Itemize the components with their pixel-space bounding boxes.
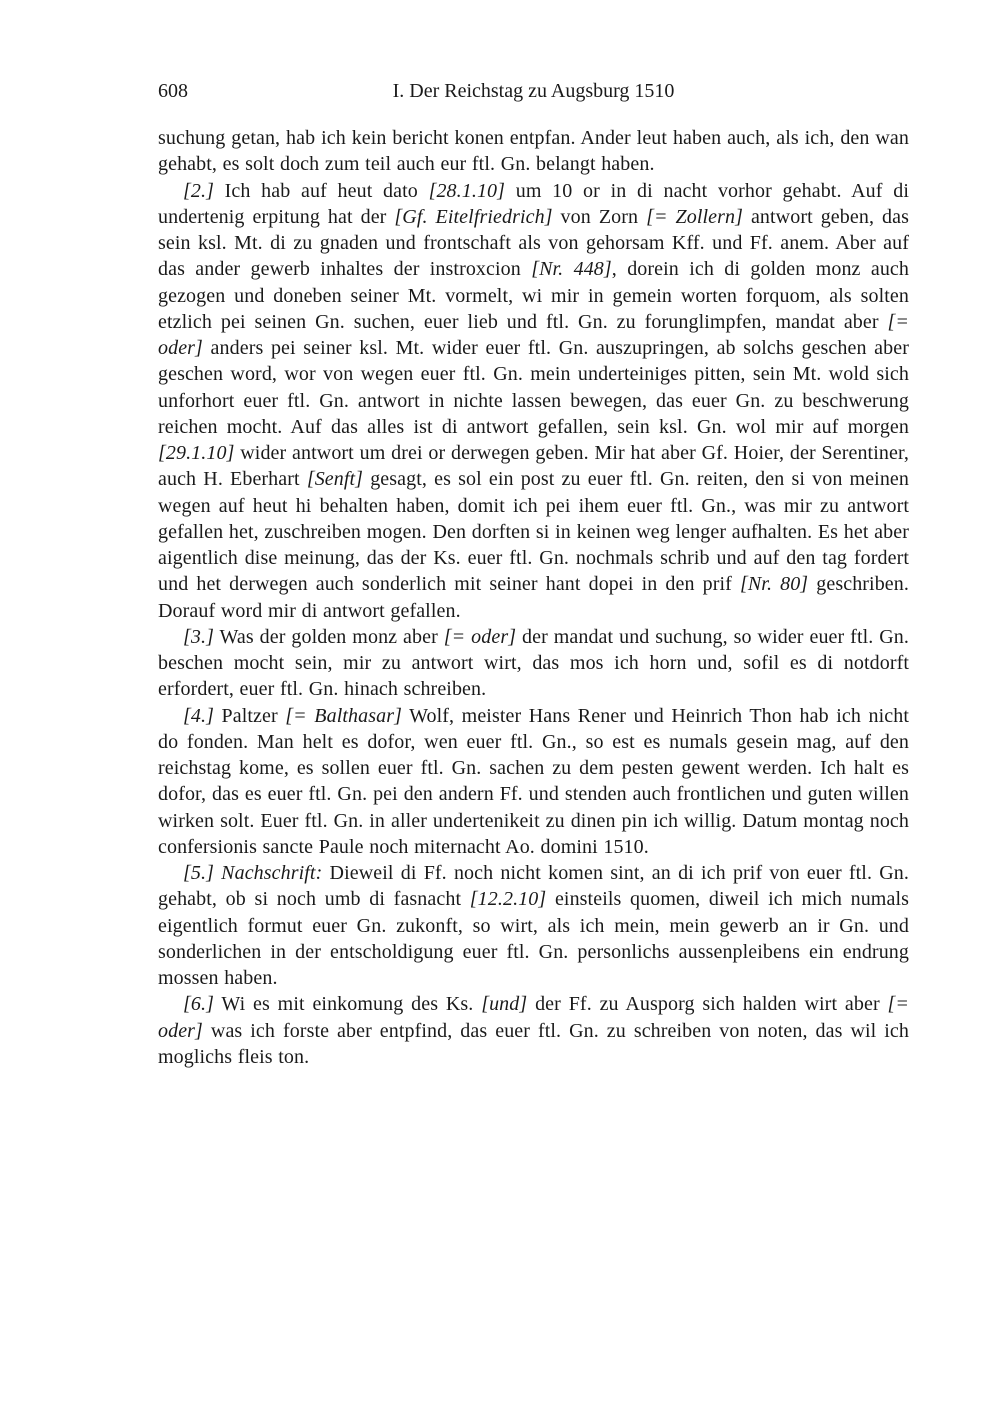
- body-text: gesagt, es sol ein post zu euer ftl. Gn. reiten, den si von meinen wegen auf heut hi behalten haben, domit ich pei ihem euer ftl. Gn., was mir zu antwort gefallen het, zuschreiben mogen. Den dorften si in keinen weg lenger aufhalten. Es het aber aigentlich dise meinung, das der Ks. euer ftl. Gn. nochmals schrib und auf den tag fordert und het derwegen auch sonderlich mit seiner hant dopei in den prif: [158, 468, 910, 596]
- running-head: [158, 79, 909, 103]
- body-text: von Zorn: [552, 205, 647, 228]
- body-text: Ich hab auf heut dato: [213, 179, 429, 202]
- text-block: [158, 79, 909, 1070]
- running-header-title: I. Der Reichstag zu Augsburg 1510: [392, 80, 675, 102]
- body-text: anders pei seiner ksl. Mt. wider euer ftl. Gn. auszupringen, ab solchs geschen aber geschen word, wor von wegen euer ftl. Gn. mein underteiniges pitten, sein Mt. wold sich unforhort euer ftl. Gn. antwort in nichte lassen bewegen, das euer Gn. zu beschwerung reichen mocht. Auf das alles ist di antwort gefallen, sein ksl. Gn. wol mir auf morgen: [158, 337, 909, 438]
- body-text: was ich forste aber entpfind, das euer ftl. Gn. zu schreiben von noten, das wil ich moglichs fleis ton.: [158, 1019, 909, 1068]
- editorial-italic-text: [= Balthasar]: [285, 704, 402, 727]
- body-text: der Ff. zu Ausporg sich halden wirt aber: [527, 993, 888, 1016]
- editorial-italic-text: [Nr. 80]: [739, 573, 809, 596]
- editorial-italic-text: [Senft]: [306, 468, 364, 491]
- editorial-italic-text: [= oder]: [443, 625, 517, 648]
- paragraph: [158, 125, 909, 178]
- body-text: Wi es mit einkomung des Ks.: [213, 993, 482, 1016]
- page-number: 608: [158, 80, 188, 102]
- editorial-italic-text: [und]: [481, 993, 528, 1016]
- body-text: Was der golden monz aber: [213, 625, 444, 648]
- body-text: geschriben. Dorauf word mir di antwort gefallen.: [158, 573, 909, 622]
- body-text: um 10 or in di nacht vorhor gehabt. Auf di undertenig erpitung hat der: [158, 179, 909, 228]
- body-text: , dorein ich di golden monz auch gezogen und doneben seiner Mt. vormelt, wi mir in gemein worten forquom, als solten etzlich pei seinen Gn. suchen, euer lieb und ftl. Gn. zu forunglimpfen, mandat aber: [158, 258, 909, 333]
- body-text: wider antwort um drei or derwegen geben. Mir hat aber Gf. Hoier, der Serentiner, auch H. Eberhart: [158, 442, 909, 491]
- editorial-italic-text: [4.]: [183, 704, 214, 727]
- editorial-italic-text: [29.1.10]: [158, 442, 235, 464]
- editorial-italic-text: [= Zollern]: [646, 205, 743, 228]
- body-text: der mandat und suchung, so wider euer ftl. Gn. beschen mocht sein, mir zu antwort wirt, das mos ich horn und, sofil es di notdorft erfordert, euer ftl. Gn. hinach schreiben.: [158, 625, 909, 701]
- paragraph: [158, 178, 909, 624]
- editorial-italic-text: [= oder]: [158, 993, 909, 1042]
- editorial-italic-text: [Nr. 448]: [531, 258, 612, 281]
- editorial-italic-text: [5.] Nachschrift:: [183, 862, 323, 884]
- editorial-italic-text: [Gf. Eitelfriedrich]: [394, 205, 553, 228]
- body-text: Paltzer: [213, 704, 286, 727]
- editorial-italic-text: [28.1.10]: [428, 179, 506, 202]
- editorial-italic-text: [2.]: [183, 179, 214, 202]
- body-text: suchung getan, hab ich kein bericht konen entpfan. Ander leut haben auch, als ich, den wan gehabt, es solt doch zum teil auch eur ftl. Gn. belangt haben.: [158, 127, 909, 176]
- paragraph: [158, 860, 909, 991]
- paragraph: [158, 624, 909, 703]
- page-body: [158, 125, 909, 1070]
- body-text: einsteils quomen, diweil ich mich numals eigentlich formut euer Gn. zukonft, so wirt, als ich mein, mein gewerb an ir Gn. und sonderlichen in der entscholdigung euer ftl. Gn. personlichs aussenpleibens ein endrung mossen haben.: [158, 888, 909, 989]
- editorial-italic-text: [6.]: [183, 993, 214, 1016]
- body-text: antwort geben, das sein ksl. Mt. di zu gnaden und frontschaft als von gehorsam Kff. und Ff. anem. Aber auf das ander gewerb inhaltes der instroxcion: [158, 205, 909, 281]
- body-text: Dieweil di Ff. noch nicht komen sint, an di ich prif von euer ftl. Gn. gehabt, ob si noch umb di fasnacht: [158, 862, 909, 911]
- body-text: Wolf, meister Hans Rener und Heinrich Thon hab ich nicht do fonden. Man helt es dofor, wen euer ftl. Gn., so est es numals gesein mag, auf den reichstag kome, es sollen euer ftl. Gn. sachen zu dem pesten gewent werden. Ich halt es dofor, das es euer ftl. Gn. pei den andern Ff. und stenden auch frontlichen und guten willen wirken solt. Euer ftl. Gn. in aller undertenikeit zu dinen pin ich willig. Datum montag noch confersionis sancte Paule noch miternacht Ao. domini 1510.: [158, 704, 909, 858]
- paragraph: [158, 991, 909, 1070]
- editorial-italic-text: [12.2.10]: [469, 888, 547, 911]
- editorial-italic-text: [3.]: [183, 625, 214, 648]
- paragraph: [158, 703, 909, 861]
- editorial-italic-text: [= oder]: [158, 310, 909, 359]
